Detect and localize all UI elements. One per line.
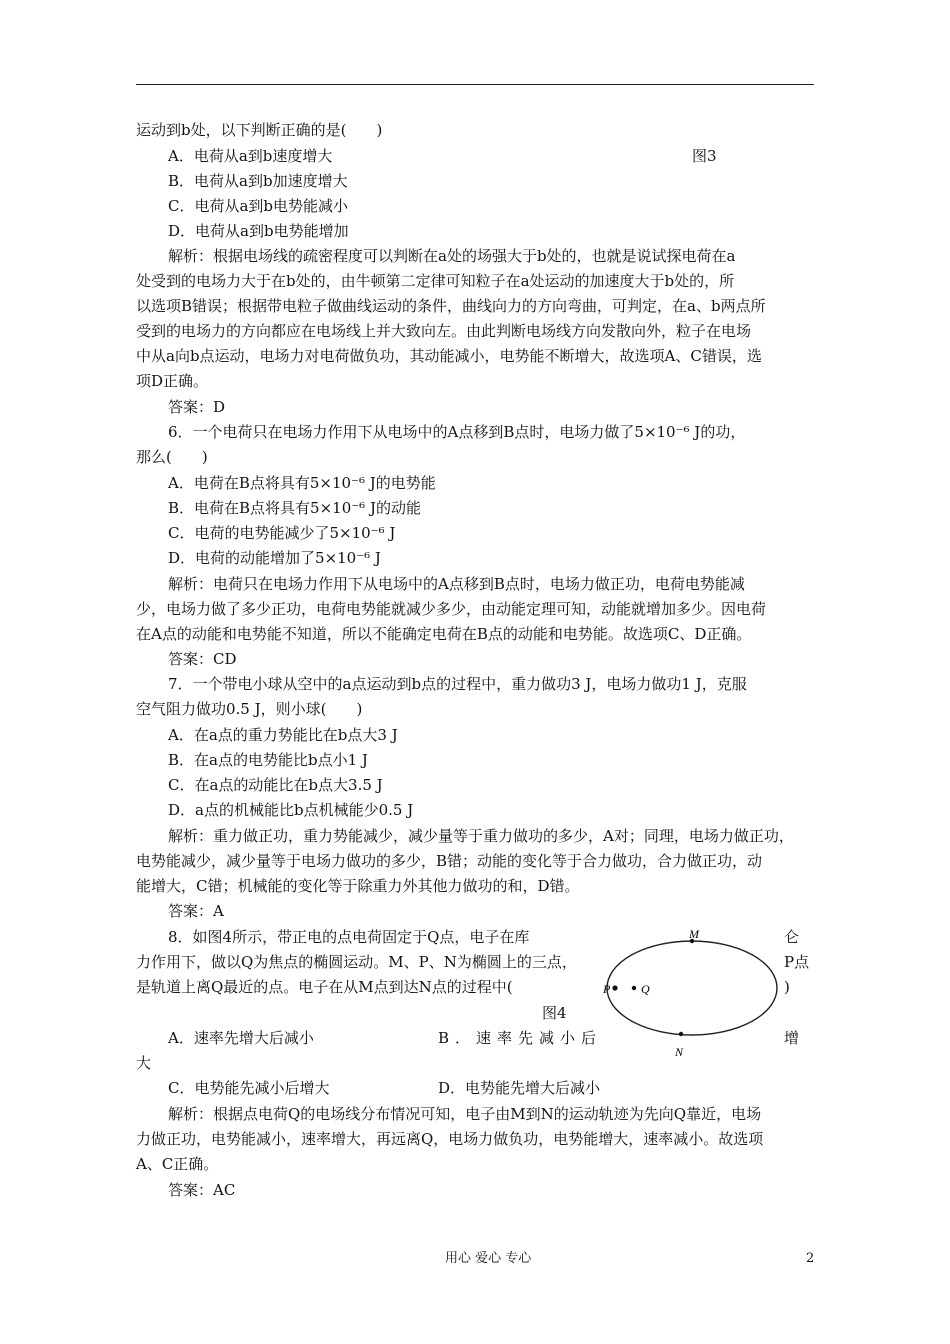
q7-stem-2: 空气阻力做功0.5 J，则小球( ) xyxy=(136,700,363,718)
q5-explanation-6: 项D正确。 xyxy=(136,372,209,390)
q8-option-b-wrap: 增 xyxy=(784,1029,800,1047)
q5-explanation-1: 解析：根据电场线的疏密程度可以判断在a处的场强大于b处的，也就是说试探电荷在a xyxy=(168,247,736,265)
q6-explanation-3: 在A点的动能和电势能不知道，所以不能确定电荷在B点的动能和电势能。故选项C、D正确。 xyxy=(136,625,752,643)
q8-option-c: C．电势能先减小后增大 xyxy=(168,1079,330,1097)
figure-4-ellipse-diagram xyxy=(592,926,792,1066)
q8-answer: 答案：AC xyxy=(168,1181,236,1199)
q7-explanation-1: 解析：重力做正功，重力势能减少，减少量等于重力做功的多少，A对；同理，电场力做正功， xyxy=(168,827,794,845)
q6-option-b: B．电荷在B点将具有5×10⁻⁶ J的动能 xyxy=(168,499,421,517)
q8-stem-2-right: P点 xyxy=(784,953,810,971)
label-q: Q xyxy=(641,982,650,996)
header-rule xyxy=(136,84,814,85)
q8-explanation-2: 力做正功，电势能减小，速率增大，再远离Q，电场力做负功，电势能增大，速率减小。故选项 xyxy=(136,1130,764,1148)
q8-explanation-1: 解析：根据点电荷Q的电场线分布情况可知，电子由M到N的运动轨迹为先向Q靠近，电场 xyxy=(168,1105,762,1123)
footer-motto: 用心 爱心 专心 xyxy=(445,1251,532,1266)
q7-explanation-3: 能增大，C错；机械能的变化等于除重力外其他力做功的和，D错。 xyxy=(136,877,580,895)
label-p: P xyxy=(603,982,611,996)
q6-option-c: C．电荷的电势能减少了5×10⁻⁶ J xyxy=(168,524,396,542)
q5-tail: 运动到b处，以下判断正确的是( ) xyxy=(136,121,383,139)
q5-answer: 答案：D xyxy=(168,398,226,416)
figure-3-caption: 图3 xyxy=(692,147,717,165)
q8-option-b: B．速率先减小后 xyxy=(438,1029,603,1047)
q8-stem-2: 力作用下，做以Q为焦点的椭圆运动。M、P、N为椭圆上的三点， xyxy=(136,953,577,971)
q6-stem-1: 6．一个电荷只在电场力作用下从电场中的A点移到B点时，电场力做了5×10⁻⁶ J的功， xyxy=(168,423,746,441)
q6-explanation-1: 解析：电荷只在电场力作用下从电场中的A点移到B点时，电场力做正功，电荷电势能减 xyxy=(168,575,745,593)
label-n: N xyxy=(675,1045,684,1059)
q6-option-a: A．电荷在B点将具有5×10⁻⁶ J的电势能 xyxy=(168,474,436,492)
q8-stem-3-right: ) xyxy=(784,978,790,996)
q7-option-b: B．在a点的电势能比b点小1 J xyxy=(168,751,368,769)
q7-answer: 答案：A xyxy=(168,902,224,920)
point-n xyxy=(679,1032,683,1036)
q8-option-a: A．速率先增大后减小 xyxy=(168,1029,314,1047)
page-number: 2 xyxy=(806,1251,815,1266)
q6-explanation-2: 少，电场力做了多少正功，电荷电势能就减少多少，由动能定理可知，动能就增加多少。因电荷 xyxy=(136,600,767,618)
figure-4-caption: 图4 xyxy=(542,1004,567,1022)
q8-option-b-tail: 大 xyxy=(136,1054,152,1072)
q8-explanation-3: A、C正确。 xyxy=(136,1155,219,1173)
q6-stem-2: 那么( ) xyxy=(136,448,208,466)
q8-stem-1: 8．如图4所示，带正电的点电荷固定于Q点，电子在库 xyxy=(168,928,530,946)
q7-option-c: C．在a点的动能比在b点大3.5 J xyxy=(168,776,383,794)
q7-option-a: A．在a点的重力势能比在b点大3 J xyxy=(168,726,398,744)
q5-explanation-5: 中从a向b点运动，电场力对电荷做负功，其动能减小，电势能不断增大，故选项A、C错误，选 xyxy=(136,347,762,365)
q7-stem-1: 7．一个带电小球从空中的a点运动到b点的过程中，重力做功3 J，电场力做功1 J，克服 xyxy=(168,675,747,693)
q7-option-d: D．a点的机械能比b点机械能少0.5 J xyxy=(168,801,414,819)
q8-option-d: D．电势能先增大后减小 xyxy=(438,1079,601,1097)
q5-explanation-3: 以选项B错误；根据带电粒子做曲线运动的条件，曲线向力的方向弯曲，可判定，在a、b两点所 xyxy=(136,297,766,315)
q5-option-a: A．电荷从a到b速度增大 xyxy=(168,147,333,165)
q6-answer: 答案：CD xyxy=(168,650,237,668)
q8-stem-3: 是轨道上离Q最近的点。电子在从M点到达N点的过程中( xyxy=(136,978,513,996)
q8-stem-1-right: 仑 xyxy=(784,928,800,946)
label-m: M xyxy=(689,927,699,941)
q5-option-c: C．电荷从a到b电势能减小 xyxy=(168,197,349,215)
q5-explanation-2: 处受到的电场力大于在b处的，由牛顿第二定律可知粒子在a处运动的加速度大于b处的，所 xyxy=(136,272,735,290)
q6-option-d: D．电荷的动能增加了5×10⁻⁶ J xyxy=(168,549,381,567)
point-q xyxy=(632,986,636,990)
point-p xyxy=(612,985,617,990)
q5-option-d: D．电荷从a到b电势能增加 xyxy=(168,222,349,240)
q5-explanation-4: 受到的电场力的方向都应在电场线上并大致向左。由此判断电场线方向发散向外，粒子在电场 xyxy=(136,322,752,340)
q5-option-b: B．电荷从a到b加速度增大 xyxy=(168,172,348,190)
q7-explanation-2: 电势能减少，减少量等于电场力做功的多少，B错；动能的变化等于合力做功，合力做正功，动 xyxy=(136,852,763,870)
